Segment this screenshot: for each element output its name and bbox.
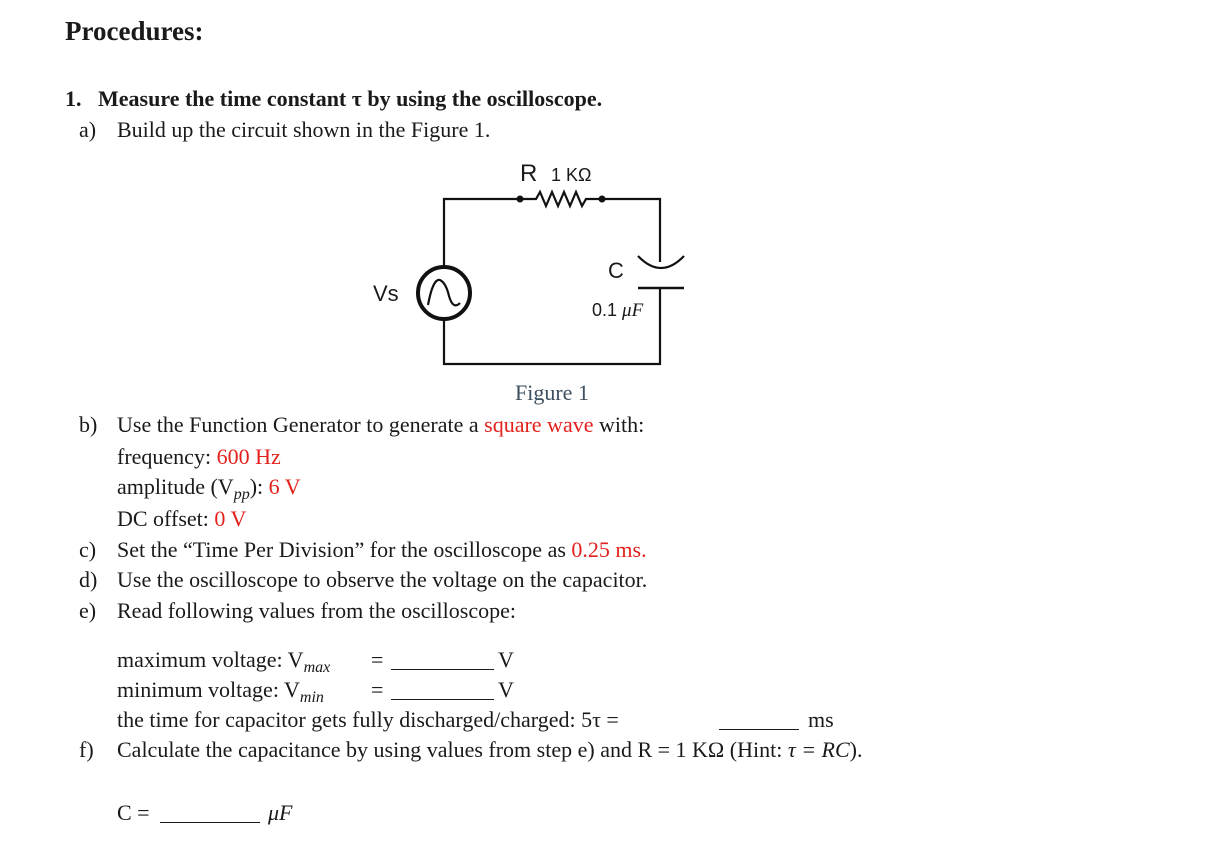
vmax-blank[interactable] (391, 651, 494, 670)
item-e (0, 598, 1223, 626)
amplitude-close: ): (249, 474, 269, 499)
vmax-line (117, 647, 330, 677)
item-d (0, 567, 1223, 595)
c-answer-blank[interactable] (160, 804, 260, 823)
item-c (0, 537, 1223, 565)
vmax-subscript: max (303, 659, 331, 676)
item-e-label: e) (79, 598, 97, 623)
vmin-unit: V (498, 677, 514, 702)
capacitor-letter: C (608, 258, 624, 283)
page-heading: Procedures: (65, 16, 204, 46)
vmax-unit: V (498, 647, 514, 672)
vmin-eq: = (371, 677, 384, 702)
item-b (0, 412, 1223, 440)
frequency-line (117, 444, 281, 470)
amplitude-value: 6 V (268, 474, 301, 499)
item-b-label: b) (79, 412, 98, 437)
amplitude-subscript: pp (233, 486, 250, 503)
time-per-division-value: 0.25 ms (571, 537, 642, 562)
item-f-close: ). (849, 737, 863, 762)
wire-top-left (444, 199, 520, 268)
resistor-letter: R (520, 160, 538, 187)
step-1-number: 1. (65, 86, 82, 111)
frequency-value: 600 Hz (216, 444, 281, 469)
capacitor-value-number: 0.1 (592, 300, 623, 320)
item-f (0, 737, 1223, 765)
c-answer-unit: μF (268, 800, 293, 825)
resistor-symbol (520, 192, 602, 206)
vmin-blank[interactable] (391, 681, 494, 700)
item-a (0, 117, 1223, 145)
capacitor-unit: μF (622, 300, 644, 321)
item-b-text-before: Use the Function Generator to generate a (117, 412, 485, 437)
vmin-label: minimum voltage: V (117, 677, 300, 702)
amplitude-label: amplitude (V (117, 474, 234, 499)
item-d-text: Use the oscilloscope to observe the voltage on the capacitor. (117, 567, 648, 592)
dc-offset-label: DC offset: (117, 506, 215, 531)
step-1-heading (65, 86, 602, 112)
ac-source-symbol (418, 267, 470, 319)
vmin-line (117, 677, 324, 707)
vmin-subscript: min (299, 689, 324, 706)
capacitor-value (592, 300, 644, 321)
item-a-label: a) (79, 117, 97, 142)
item-d-label: d) (79, 567, 98, 592)
amplitude-line (117, 474, 301, 504)
item-c-label: c) (79, 537, 97, 562)
item-c-text-main: Set the “Time Per Division” for the oscilloscope as (117, 537, 572, 562)
frequency-label: frequency: (117, 444, 217, 469)
source-label: Vs (373, 281, 399, 306)
wire-bottom (444, 287, 660, 364)
item-f-text-main: Calculate the capacitance by using values from step e) and R = 1 KΩ (Hint: (117, 737, 788, 762)
time-unit: ms (808, 707, 834, 732)
step-1-title: Measure the time constant τ by using the oscilloscope. (98, 86, 603, 111)
item-b-text (117, 412, 644, 438)
time-blank[interactable] (719, 711, 799, 730)
hint-formula: τ = RC (787, 737, 850, 762)
square-wave-highlight: square wave (484, 412, 594, 437)
item-c-period: . (641, 537, 647, 562)
vmax-eq: = (371, 647, 384, 672)
figure-caption: Figure 1 (515, 380, 589, 405)
time-line: the time for capacitor gets fully discharged/charged: 5τ = (117, 707, 619, 732)
dc-offset-line (117, 506, 246, 532)
resistor-node-left (517, 196, 524, 203)
wire-top-right (602, 199, 660, 262)
item-c-text (117, 537, 647, 563)
resistor-value: 1 KΩ (551, 165, 592, 185)
dc-offset-value: 0 V (214, 506, 247, 531)
item-b-text-after: with: (593, 412, 645, 437)
vmax-label: maximum voltage: V (117, 647, 304, 672)
item-f-label: f) (79, 737, 94, 762)
item-f-text (117, 737, 863, 763)
item-a-text: Build up the circuit shown in the Figure 1. (117, 117, 491, 142)
c-answer-label: C = (117, 800, 150, 825)
resistor-node-right (599, 196, 606, 203)
item-e-text: Read following values from the oscilloscope: (117, 598, 516, 623)
